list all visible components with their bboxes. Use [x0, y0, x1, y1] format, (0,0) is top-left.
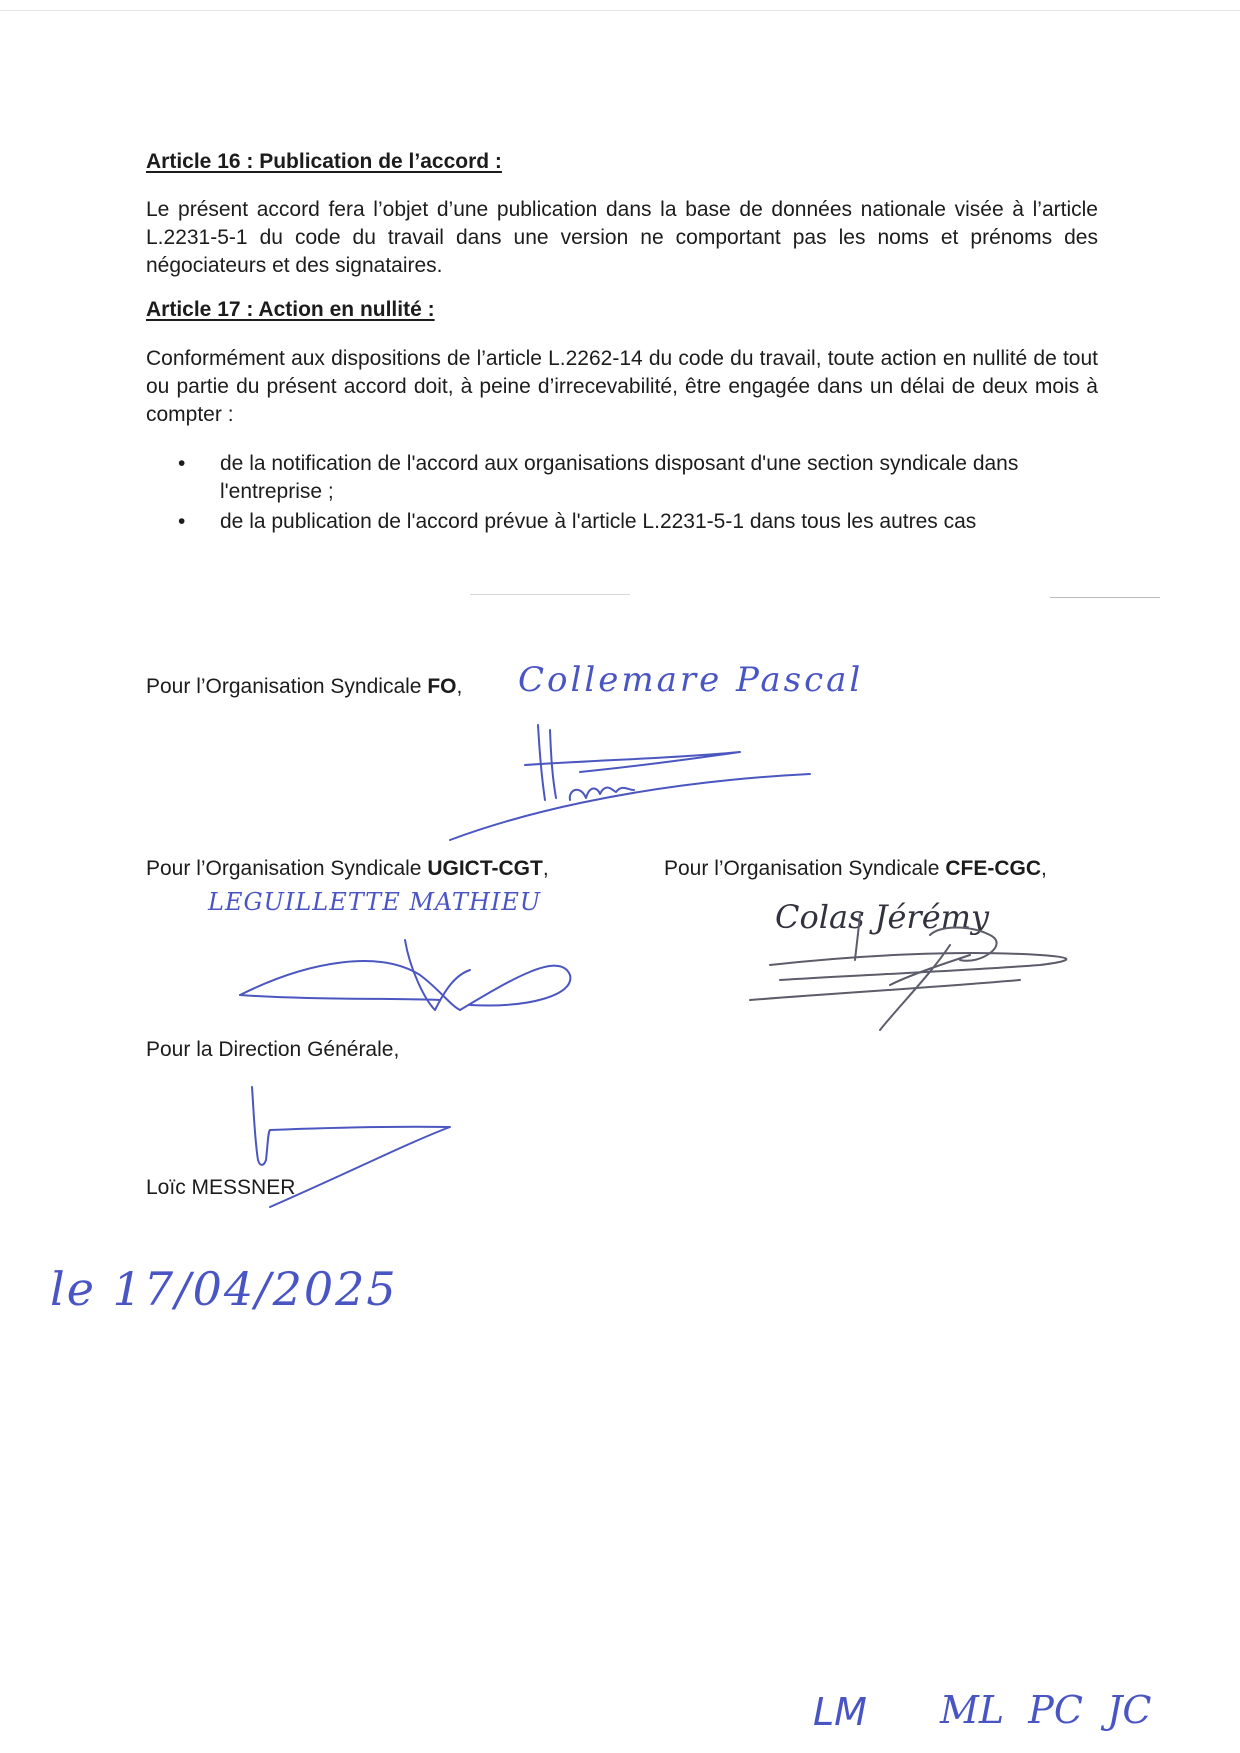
org-name: UGICT-CGT	[427, 857, 543, 880]
label-suffix: ,	[456, 675, 463, 698]
org-name: FO	[427, 675, 457, 698]
fo-signatory-label	[146, 675, 462, 699]
cfe-signatory-label	[664, 857, 1047, 881]
list-item: • de la notification de l'accord aux organisations disposant d'une section syndicale dans l'entreprise ;	[178, 450, 1098, 506]
label-prefix: Pour l’Organisation Syndicale	[146, 675, 428, 698]
cfe-signature	[740, 905, 1100, 1035]
label-suffix: ,	[1041, 857, 1047, 880]
article16-body: Le présent accord fera l’objet d’une publication dans la base de données nationale visée à l’article L.2231-5-1 du code du travail dans une version ne comportant pas les noms et prénoms des négociateurs et des signataires.	[146, 198, 1098, 277]
scan-artifact-right	[1050, 597, 1160, 598]
label-prefix: Pour l’Organisation Syndicale	[146, 857, 428, 880]
handwritten-date: le 17/04/2025	[50, 1262, 398, 1316]
fo-handwritten-name: Collemare Pascal	[518, 660, 864, 700]
article17-body: Conformément aux dispositions de l’article L.2262-14 du code du travail, toute action en nullité de tout ou partie du présent accord doit, à peine d’irrecevabilité, être engagée dans un délai de deux mois à compter :	[146, 347, 1098, 426]
label-prefix: Pour l’Organisation Syndicale	[664, 857, 946, 880]
initials-others: ML PC JC	[940, 1688, 1152, 1732]
scan-artifact-top	[0, 10, 1240, 11]
fo-signature	[430, 720, 850, 850]
cfe-handwritten-name: Colas Jérémy	[775, 898, 990, 936]
ugict-handwritten-name: LEGUILLETTE MATHIEU	[208, 888, 542, 916]
article17-title: Article 17 : Action en nullité :	[146, 298, 435, 321]
direction-signatory-name: Loïc MESSNER	[146, 1176, 296, 1199]
scan-artifact-middle	[470, 594, 630, 595]
ugict-signatory-label	[146, 857, 549, 881]
direction-label: Pour la Direction Générale,	[146, 1038, 400, 1061]
article16-title: Article 16 : Publication de l’accord :	[146, 150, 502, 173]
ugict-signature	[230, 920, 590, 1030]
initials-lm: LM	[813, 1690, 867, 1734]
article17-bullet-list	[178, 450, 1098, 538]
list-item: • de la publication de l'accord prévue à l'article L.2231-5-1 dans tous les autres cas	[178, 508, 1098, 536]
label-suffix: ,	[542, 857, 549, 880]
org-name: CFE-CGC	[945, 857, 1041, 880]
